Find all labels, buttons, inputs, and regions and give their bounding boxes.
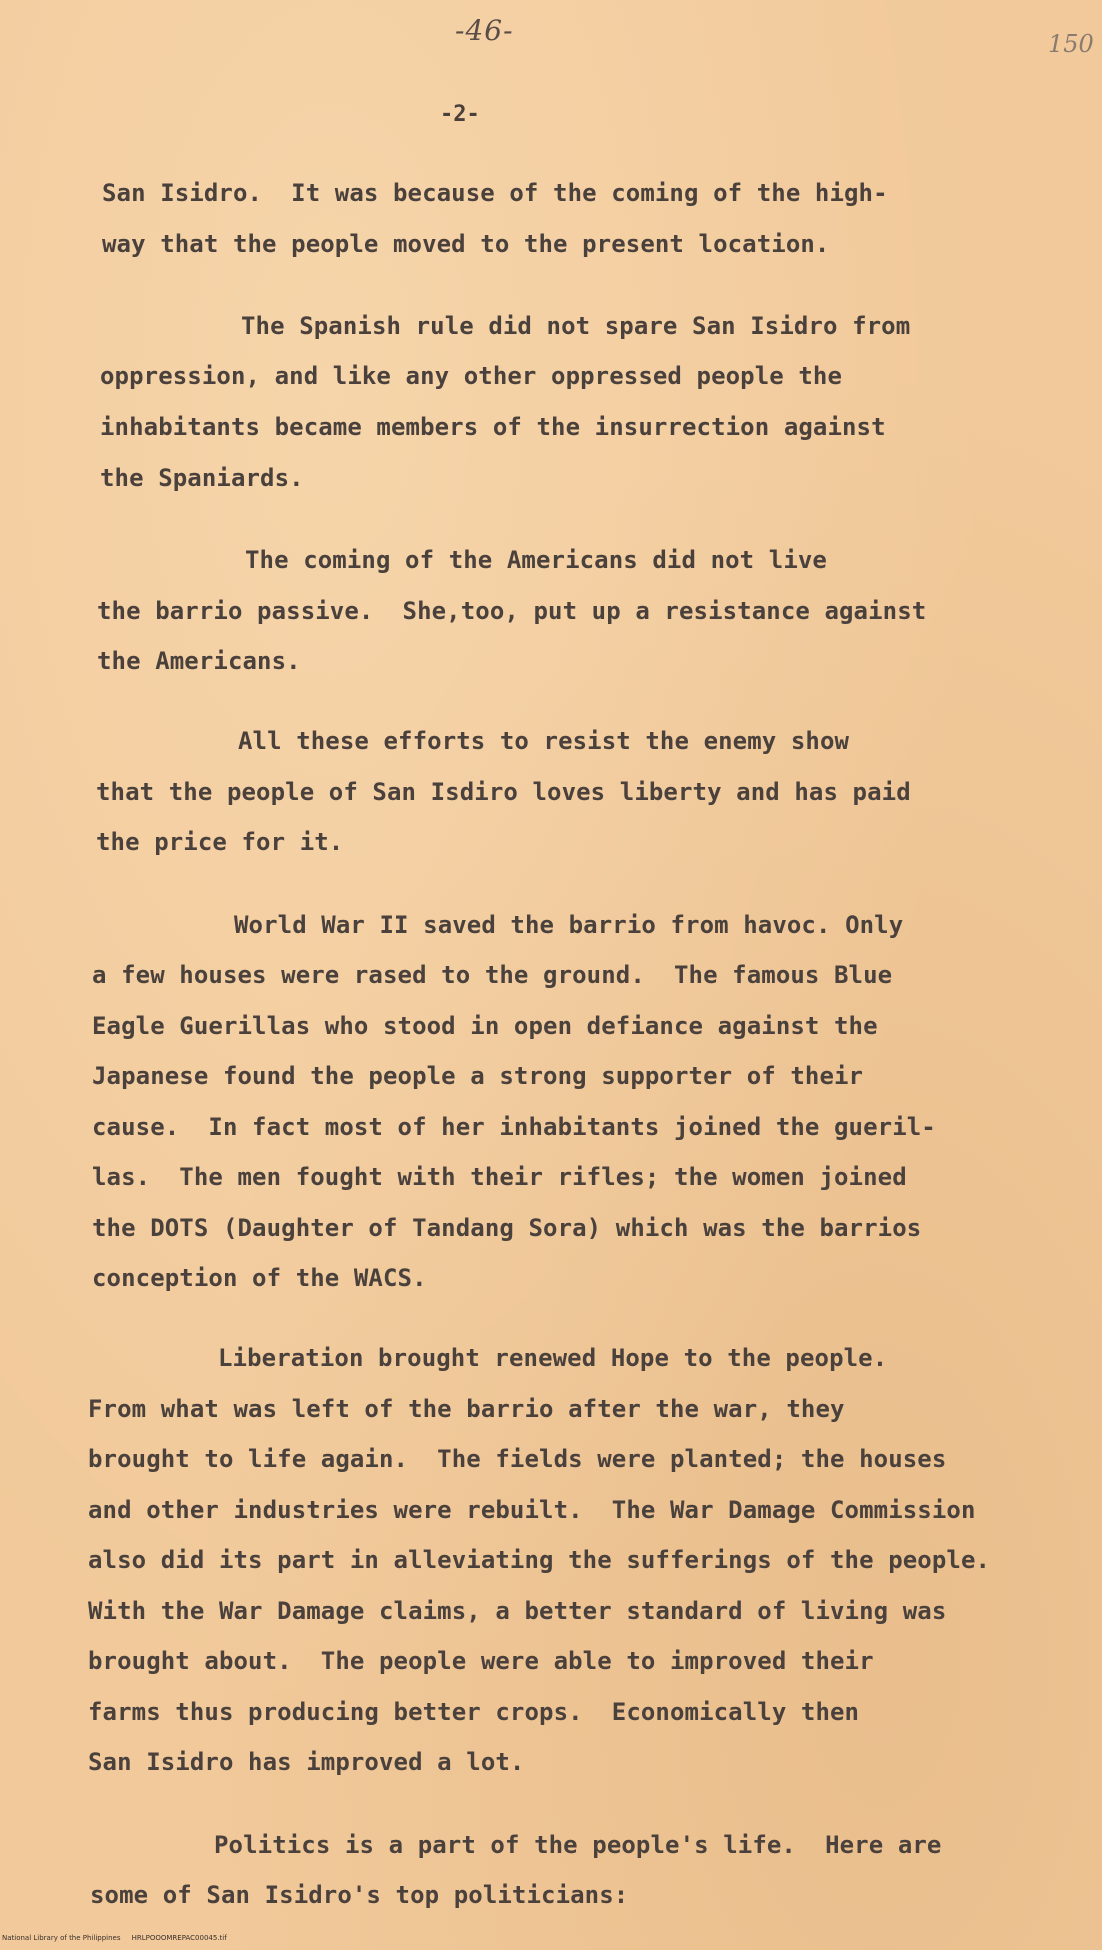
text-line: that the people of San Isdiro loves liberty and has paid [96,778,911,806]
text-line: San Isidro has improved a lot. [88,1748,525,1776]
text-line: a few houses were rased to the ground. The famous Blue [92,961,893,989]
text-line: brought to life again. The fields were planted; the houses [88,1445,947,1473]
text-line: and other industries were rebuilt. The War Damage Commission [88,1496,976,1524]
archive-footer: National Library of the Philippines HRLPOOOMREPAC00045.tif [2,1934,227,1942]
text-line: San Isidro. It was because of the coming of the high- [102,179,888,207]
text-line: cause. In fact most of her inhabitants joined the gueril- [92,1113,936,1141]
archive-number: 150 [1048,30,1094,58]
text-line: the Spaniards. [100,464,304,492]
handwritten-page-number: -46- [455,14,514,47]
text-line: brought about. The people were able to improved their [88,1647,874,1675]
text-line: the DOTS (Daughter of Tandang Sora) which was the barrios [92,1214,922,1242]
text-line: Liberation brought renewed Hope to the people. [218,1344,888,1372]
text-line: oppression, and like any other oppressed people the [100,362,843,390]
text-line: some of San Isidro's top politicians: [90,1881,629,1909]
text-line: From what was left of the barrio after the war, they [88,1395,845,1423]
text-line: way that the people moved to the present location. [102,230,830,258]
text-line: the barrio passive. She,too, put up a resistance against [97,597,927,625]
text-line: Eagle Guerillas who stood in open defiance against the [92,1012,878,1040]
typed-page-number: -2- [440,102,480,127]
text-line: the Americans. [97,647,301,675]
text-line: Japanese found the people a strong supporter of their [92,1062,864,1090]
text-line: With the War Damage claims, a better standard of living was [88,1597,947,1625]
text-line: The coming of the Americans did not live [245,546,827,574]
text-line: World War II saved the barrio from havoc. Only [234,911,904,939]
text-line: conception of the WACS. [92,1264,427,1292]
text-line: also did its part in alleviating the sufferings of the people. [88,1546,991,1574]
text-line: Politics is a part of the people's life. Here are [214,1831,942,1859]
text-line: the price for it. [96,828,344,856]
text-line: farms thus producing better crops. Economically then [88,1698,860,1726]
text-line: las. The men fought with their rifles; the women joined [92,1163,907,1191]
text-line: All these efforts to resist the enemy show [238,727,850,755]
text-line: The Spanish rule did not spare San Isidro from [241,312,911,340]
text-line: inhabitants became members of the insurrection against [100,413,886,441]
